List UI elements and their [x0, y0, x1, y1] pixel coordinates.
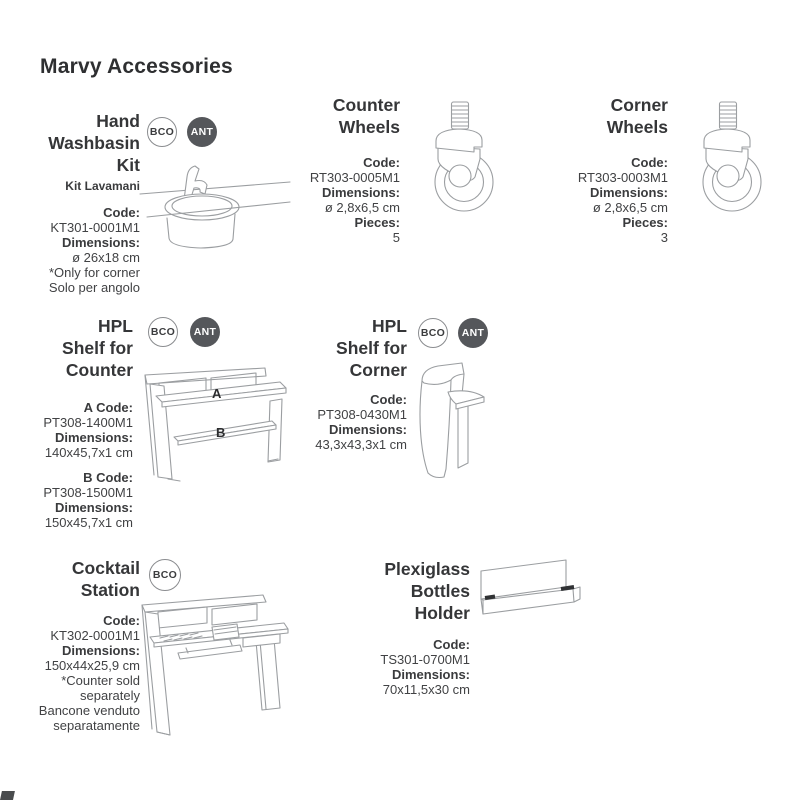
section-title: Counter Wheels	[332, 95, 400, 137]
ant-badge: ANT	[187, 117, 217, 147]
a-code-label: A Code:	[83, 400, 133, 415]
dimensions-value: 150x44x25,9 cm	[44, 658, 140, 673]
pieces-label: Pieces:	[354, 215, 400, 230]
spec-block	[345, 637, 470, 697]
a-dimensions-value: 140x45,7x1 cm	[44, 445, 133, 460]
counter-shelf-illustration	[140, 357, 290, 487]
dimensions-label: Dimensions:	[328, 422, 407, 437]
spec-block-b	[8, 470, 133, 530]
shelf-b-label: B	[216, 425, 226, 440]
note-line: *Only for corner	[48, 265, 140, 280]
code-value: RT303-0005M1	[309, 170, 400, 185]
b-code-value: PT308-1500M1	[43, 485, 133, 500]
note-line: Solo per angolo	[48, 280, 140, 295]
note-line: separately	[80, 688, 140, 703]
section-title: Plexiglass Bottles Holder	[384, 559, 470, 623]
bottles-holder-illustration	[474, 556, 584, 624]
dimensions-label: Dimensions:	[589, 185, 668, 200]
spec-block-a	[8, 400, 133, 460]
dimensions-label: Dimensions:	[54, 500, 133, 515]
a-code-value: PT308-1400M1	[43, 415, 133, 430]
shelf-a-label: A	[212, 386, 222, 401]
code-label: Code:	[370, 392, 407, 407]
code-value: TS301-0700M1	[380, 652, 470, 667]
code-label: Code:	[631, 155, 668, 170]
code-value: RT303-0003M1	[577, 170, 668, 185]
dimensions-value: 70x11,5x30 cm	[382, 682, 470, 697]
code-label: Code:	[363, 155, 400, 170]
dimensions-label: Dimensions:	[391, 667, 470, 682]
note-line: *Counter sold	[61, 673, 140, 688]
code-value: PT308-0430M1	[317, 407, 407, 422]
bco-badge: BCO	[149, 559, 181, 591]
caster-wheel-illustration	[415, 97, 503, 225]
section-cocktail-station	[10, 557, 140, 733]
section-subtitle: Kit Lavamani	[65, 179, 140, 193]
spec-block	[10, 613, 140, 733]
section-counter-wheels	[268, 94, 400, 245]
code-label: Code:	[103, 613, 140, 628]
code-label: Code:	[103, 205, 140, 220]
code-label: Code:	[433, 637, 470, 652]
section-plexiglass-bottles-holder	[345, 558, 470, 697]
pieces-value: 5	[392, 230, 400, 245]
section-title: Cocktail Station	[71, 558, 140, 600]
section-corner-wheels	[536, 94, 668, 245]
dimensions-value: ø 2,8x6,5 cm	[324, 200, 400, 215]
section-hpl-shelf-counter	[8, 315, 133, 530]
b-dimensions-value: 150x45,7x1 cm	[44, 515, 133, 530]
section-hand-washbasin-kit	[18, 110, 140, 295]
section-title: HPL Shelf for Counter	[62, 316, 133, 380]
ant-badge: ANT	[190, 317, 220, 347]
bco-badge: BCO	[418, 318, 448, 348]
caster-wheel-illustration	[683, 97, 771, 225]
section-title: Corner Wheels	[606, 95, 668, 137]
pieces-value: 3	[660, 230, 668, 245]
dimensions-label: Dimensions:	[61, 235, 140, 250]
section-title: Hand Washbasin Kit	[48, 111, 140, 175]
code-value: KT301-0001M1	[50, 220, 140, 235]
scan-artifact	[0, 791, 15, 800]
dimensions-value: 43,3x43,3x1 cm	[315, 437, 407, 452]
spec-block	[268, 155, 400, 245]
spec-block	[536, 155, 668, 245]
dimensions-value: ø 2,8x6,5 cm	[592, 200, 668, 215]
note-line: Bancone venduto	[38, 703, 140, 718]
note-line: separatamente	[53, 718, 140, 733]
bco-badge: BCO	[148, 317, 178, 347]
dimensions-label: Dimensions:	[321, 185, 400, 200]
spec-block	[287, 392, 407, 452]
b-code-label: B Code:	[83, 470, 133, 485]
spec-block	[18, 205, 140, 295]
bco-badge: BCO	[147, 117, 177, 147]
code-value: KT302-0001M1	[50, 628, 140, 643]
section-title: HPL Shelf for Corner	[336, 316, 407, 380]
cocktail-station-illustration	[140, 593, 292, 745]
ant-badge: ANT	[458, 318, 488, 348]
dimensions-value: ø 26x18 cm	[72, 250, 140, 265]
dimensions-label: Dimensions:	[54, 430, 133, 445]
section-hpl-shelf-corner	[287, 315, 407, 452]
page-title: Marvy Accessories	[40, 55, 233, 78]
dimensions-label: Dimensions:	[61, 643, 140, 658]
corner-shelf-illustration	[418, 355, 490, 487]
pieces-label: Pieces:	[622, 215, 668, 230]
